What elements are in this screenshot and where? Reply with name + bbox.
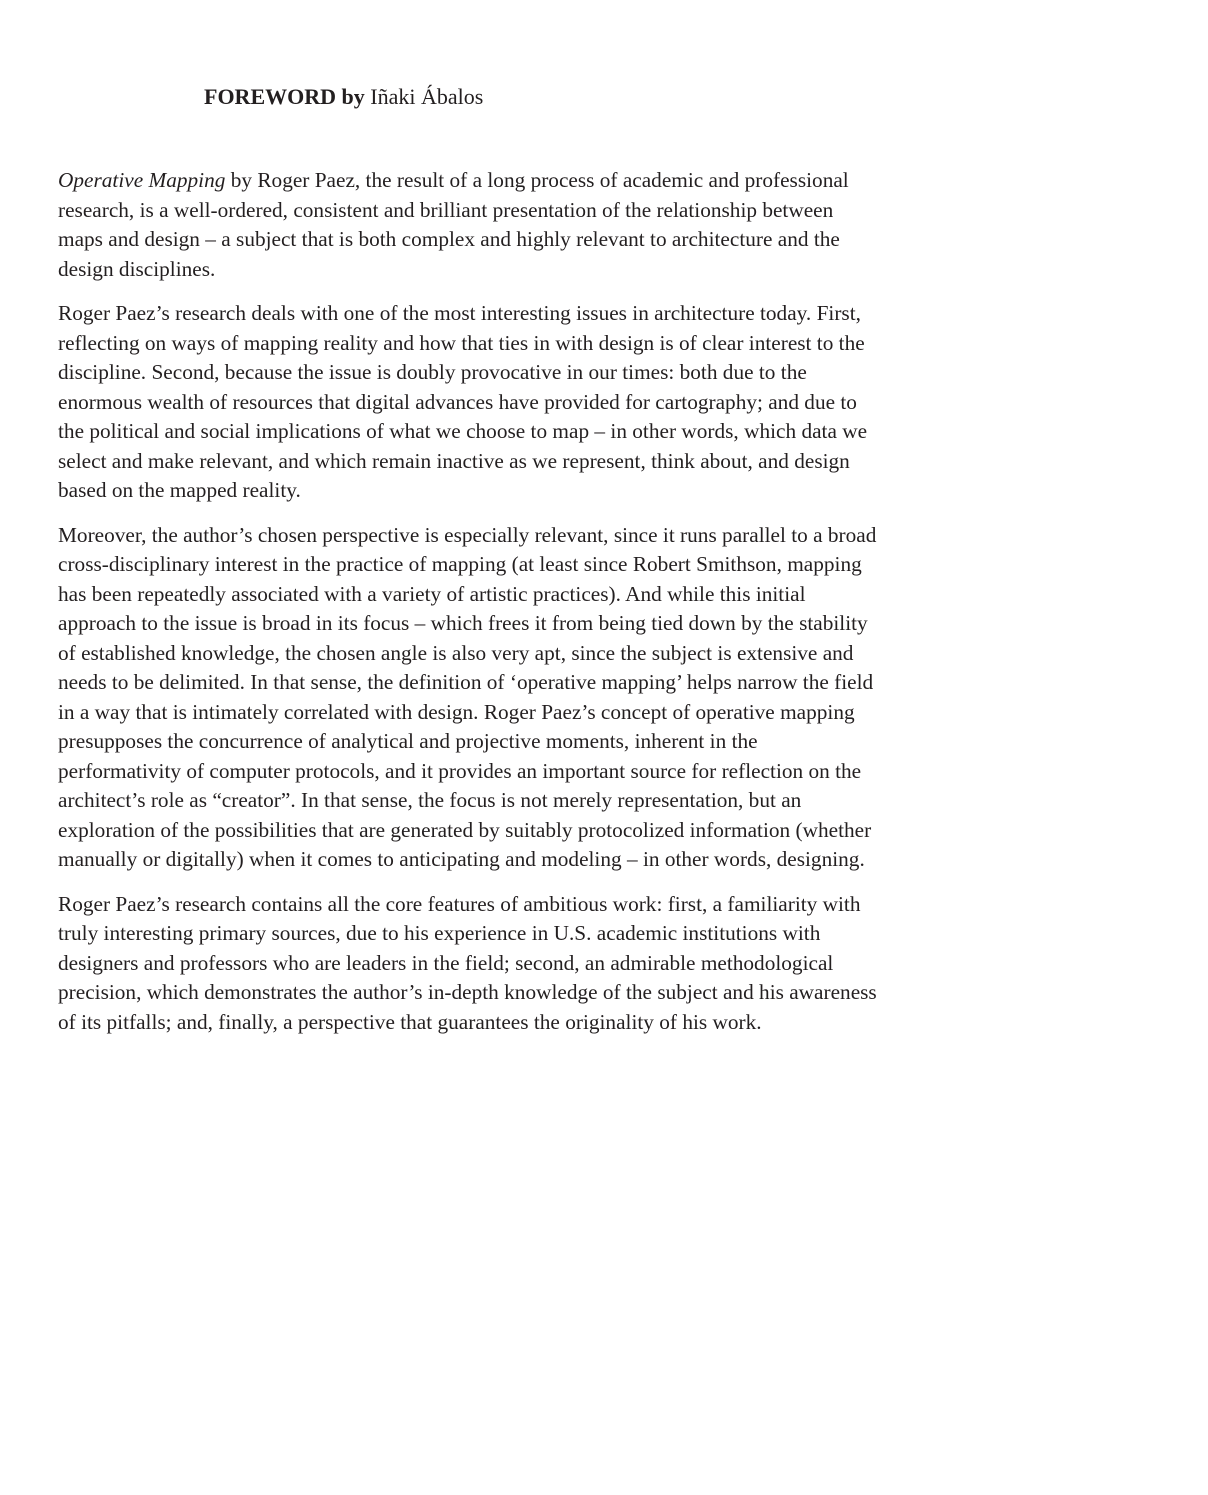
paragraph-1-text: by Roger Paez, the result of a long process of academic and professional research, is a well-ordered, consistent and brilliant presentation of the relationship between maps and design – a subject that is both complex and highly relevant to architecture and the design disciplines. (58, 168, 849, 281)
foreword-heading (204, 82, 483, 112)
foreword-body (58, 166, 878, 1052)
book-title: Operative Mapping (58, 168, 226, 192)
paragraph-1 (58, 166, 878, 284)
foreword-label: FOREWORD by (204, 84, 365, 109)
foreword-author: Iñaki Ábalos (370, 84, 484, 109)
paragraph-4: Roger Paez’s research contains all the core features of ambitious work: first, a familiarity with truly interesting primary sources, due to his experience in U.S. academic institutions with designers and professors who are leaders in the field; second, an admirable methodological precision, which demonstrates the author’s in-depth knowledge of the subject and his awareness of its pitfalls; and, finally, a perspective that guarantees the originality of his work. (58, 891, 877, 1034)
paragraph-2: Roger Paez’s research deals with one of the most interesting issues in architecture today. First, reflecting on ways of mapping reality and how that ties in with design is of clear interest to the discipline. Second, because the issue is doubly provocative in our times: both due to the enormous wealth of resources that digital advances have provided for cartography; and due to the political and social implications of what we choose to map – in other words, which data we select and make relevant, and which remain inactive as we represent, think about, and design based on the mapped reality. (58, 301, 868, 502)
paragraph-3: Moreover, the author’s chosen perspective is especially relevant, since it runs parallel to a broad cross-disciplinary interest in the practice of mapping (at least since Robert Smithson, mapping has been repeatedly associated with a variety of artistic practices). And while this initial approach to the issue is broad in its focus – which frees it from being tied down by the stability of established knowledge, the chosen angle is also very apt, since the subject is extensive and needs to be delimited. In that sense, the definition of ‘operative mapping’ helps narrow the field in a way that is intimately correlated with design. Roger Paez’s concept of operative mapping presupposes the concurrence of analytical and projective moments, inherent in the performativity of computer protocols, and it provides an important source for reflection on the architect’s role as “creator”. In that sense, the focus is not merely representation, but an exploration of the possibilities that are generated by suitably protocolized information (whether manually or digitally) when it comes to anticipating and modeling – in other words, designing. (58, 522, 877, 871)
